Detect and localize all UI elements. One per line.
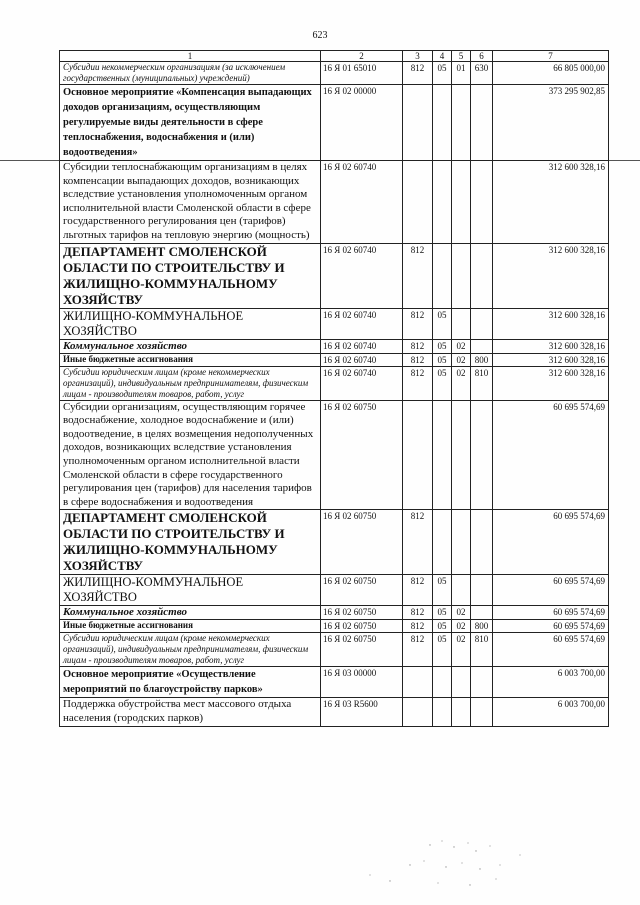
expense-type-code: [471, 510, 493, 575]
expense-type-code: [471, 161, 493, 244]
row-name: Субсидии организациям, осуществляющим горячее водоснабжение, холодное водоснабжение и (или) водоотведение, в целях возмещения недополученных доходов, возникающих вследствие установления уполномоченным органом исполнительной власти Смоленской области в сфере государственного регулирования цен (тарифов) для населения тарифов в сфере водоснабжения и водоотведения: [60, 400, 321, 510]
amount-value: 60 695 574,69: [493, 400, 609, 510]
row-name: Субсидии юридическим лицам (кроме некоммерческих организаций), индивидуальным предпринимателям, физическим лицам - производителям товаров, работ, услуг: [60, 633, 321, 667]
department-code: 812: [403, 353, 433, 366]
column-header: 3: [403, 51, 433, 62]
column-header: 5: [452, 51, 471, 62]
amount-value: 60 695 574,69: [493, 620, 609, 633]
table-row: [60, 667, 609, 698]
expense-type-code: [471, 575, 493, 606]
row-name: ДЕПАРТАМЕНТ СМОЛЕНСКОЙ ОБЛАСТИ ПО СТРОИТЕЛЬСТВУ И ЖИЛИЩНО-КОММУНАЛЬНОМУ ХОЗЯЙСТВУ: [60, 510, 321, 575]
row-name: Субсидии теплоснабжающим организациям в целях компенсации выпадающих доходов, возникающих вследствие установления уполномоченным органом исполнительной власти Смоленской области в сфере государственного регулирования цен (тарифов) льготных тарифов на тепловую энергию (мощность): [60, 161, 321, 244]
scan-noise: [350, 835, 550, 895]
target-article-code: 16 Я 02 60750: [321, 633, 403, 667]
table-row: [60, 510, 609, 575]
expense-type-code: 800: [471, 620, 493, 633]
budget-table: [59, 50, 609, 727]
target-article-code: 16 Я 02 60740: [321, 366, 403, 400]
row-name: Коммунальное хозяйство: [60, 606, 321, 620]
section-code: [433, 400, 452, 510]
expense-type-code: 810: [471, 366, 493, 400]
amount-value: 373 295 902,85: [493, 85, 609, 161]
subsection-code: 02: [452, 620, 471, 633]
target-article-code: 16 Я 03 R5600: [321, 698, 403, 726]
target-article-code: 16 Я 02 60740: [321, 243, 403, 308]
amount-value: 312 600 328,16: [493, 339, 609, 353]
expense-type-code: [471, 85, 493, 161]
section-code: 05: [433, 353, 452, 366]
amount-value: 6 003 700,00: [493, 698, 609, 726]
section-code: 05: [433, 575, 452, 606]
row-name: Поддержка обустройства мест массового отдыха населения (городских парков): [60, 698, 321, 726]
subsection-code: [452, 308, 471, 339]
target-article-code: 16 Я 02 60750: [321, 620, 403, 633]
table-row: [60, 400, 609, 510]
table-row: [60, 633, 609, 667]
amount-value: 312 600 328,16: [493, 308, 609, 339]
section-code: 05: [433, 339, 452, 353]
amount-value: 6 003 700,00: [493, 667, 609, 698]
column-header: 1: [60, 51, 321, 62]
subsection-code: [452, 161, 471, 244]
target-article-code: 16 Я 02 60740: [321, 308, 403, 339]
target-article-code: 16 Я 03 00000: [321, 667, 403, 698]
department-code: [403, 667, 433, 698]
expense-type-code: [471, 606, 493, 620]
row-name: Основное мероприятие «Компенсация выпадающих доходов организациям, осуществляющим регулируемые виды деятельности в сфере теплоснабжения, водоснабжения и (или) водоотведения»: [60, 85, 321, 161]
section-code: 05: [433, 633, 452, 667]
section-code: [433, 243, 452, 308]
department-code: 812: [403, 620, 433, 633]
scan-margin-line: [0, 160, 60, 161]
department-code: 812: [403, 510, 433, 575]
subsection-code: [452, 575, 471, 606]
target-article-code: 16 Я 01 65010: [321, 62, 403, 85]
section-code: [433, 667, 452, 698]
table-row: [60, 353, 609, 366]
section-code: 05: [433, 308, 452, 339]
target-article-code: 16 Я 02 60750: [321, 400, 403, 510]
table-row: [60, 698, 609, 726]
amount-value: 60 695 574,69: [493, 633, 609, 667]
department-code: [403, 85, 433, 161]
row-name: ЖИЛИЩНО-КОММУНАЛЬНОЕ ХОЗЯЙСТВО: [60, 575, 321, 606]
target-article-code: 16 Я 02 00000: [321, 85, 403, 161]
subsection-code: 02: [452, 633, 471, 667]
row-name: Субсидии некоммерческим организациям (за исключением государственных (муниципальных) учреждений): [60, 62, 321, 85]
department-code: 812: [403, 633, 433, 667]
department-code: [403, 698, 433, 726]
scan-margin-line: [607, 160, 640, 161]
expense-type-code: 800: [471, 353, 493, 366]
target-article-code: 16 Я 02 60750: [321, 606, 403, 620]
column-header: 6: [471, 51, 493, 62]
subsection-code: [452, 243, 471, 308]
expense-type-code: [471, 400, 493, 510]
department-code: 812: [403, 575, 433, 606]
section-code: [433, 85, 452, 161]
department-code: 812: [403, 606, 433, 620]
page-number: 623: [312, 30, 328, 41]
subsection-code: [452, 667, 471, 698]
column-header: 4: [433, 51, 452, 62]
expense-type-code: 630: [471, 62, 493, 85]
section-code: 05: [433, 606, 452, 620]
subsection-code: [452, 400, 471, 510]
department-code: 812: [403, 243, 433, 308]
department-code: [403, 161, 433, 244]
table-row: [60, 620, 609, 633]
department-code: 812: [403, 308, 433, 339]
table-row: [60, 243, 609, 308]
table-row: [60, 366, 609, 400]
amount-value: 60 695 574,69: [493, 510, 609, 575]
expense-type-code: [471, 308, 493, 339]
subsection-code: [452, 698, 471, 726]
column-header: 7: [493, 51, 609, 62]
column-header: 2: [321, 51, 403, 62]
subsection-code: [452, 85, 471, 161]
table-row: [60, 85, 609, 161]
expense-type-code: [471, 243, 493, 308]
row-name: Иные бюджетные ассигнования: [60, 353, 321, 366]
subsection-code: 02: [452, 606, 471, 620]
subsection-code: 02: [452, 366, 471, 400]
section-code: 05: [433, 62, 452, 85]
table-row: [60, 575, 609, 606]
target-article-code: 16 Я 02 60740: [321, 339, 403, 353]
department-code: [403, 400, 433, 510]
row-name: Коммунальное хозяйство: [60, 339, 321, 353]
table-header-row: [60, 51, 609, 62]
section-code: [433, 698, 452, 726]
table-row: [60, 161, 609, 244]
row-name: Иные бюджетные ассигнования: [60, 620, 321, 633]
expense-type-code: [471, 339, 493, 353]
amount-value: 312 600 328,16: [493, 353, 609, 366]
amount-value: 312 600 328,16: [493, 366, 609, 400]
amount-value: 66 805 000,00: [493, 62, 609, 85]
department-code: 812: [403, 62, 433, 85]
subsection-code: 02: [452, 339, 471, 353]
table-row: [60, 308, 609, 339]
expense-type-code: 810: [471, 633, 493, 667]
amount-value: 60 695 574,69: [493, 606, 609, 620]
expense-type-code: [471, 667, 493, 698]
row-name: Основное мероприятие «Осуществление мероприятий по благоустройству парков»: [60, 667, 321, 698]
amount-value: 60 695 574,69: [493, 575, 609, 606]
expense-type-code: [471, 698, 493, 726]
table-row: [60, 339, 609, 353]
section-code: [433, 510, 452, 575]
target-article-code: 16 Я 02 60750: [321, 510, 403, 575]
table-row: [60, 606, 609, 620]
row-name: ЖИЛИЩНО-КОММУНАЛЬНОЕ ХОЗЯЙСТВО: [60, 308, 321, 339]
row-name: Субсидии юридическим лицам (кроме некоммерческих организаций), индивидуальным предпринимателям, физическим лицам - производителям товаров, работ, услуг: [60, 366, 321, 400]
subsection-code: [452, 510, 471, 575]
target-article-code: 16 Я 02 60740: [321, 353, 403, 366]
section-code: 05: [433, 620, 452, 633]
row-name: ДЕПАРТАМЕНТ СМОЛЕНСКОЙ ОБЛАСТИ ПО СТРОИТЕЛЬСТВУ И ЖИЛИЩНО-КОММУНАЛЬНОМУ ХОЗЯЙСТВУ: [60, 243, 321, 308]
section-code: [433, 161, 452, 244]
subsection-code: 01: [452, 62, 471, 85]
department-code: 812: [403, 366, 433, 400]
amount-value: 312 600 328,16: [493, 243, 609, 308]
target-article-code: 16 Я 02 60740: [321, 161, 403, 244]
subsection-code: 02: [452, 353, 471, 366]
department-code: 812: [403, 339, 433, 353]
table-row: [60, 62, 609, 85]
amount-value: 312 600 328,16: [493, 161, 609, 244]
target-article-code: 16 Я 02 60750: [321, 575, 403, 606]
section-code: 05: [433, 366, 452, 400]
